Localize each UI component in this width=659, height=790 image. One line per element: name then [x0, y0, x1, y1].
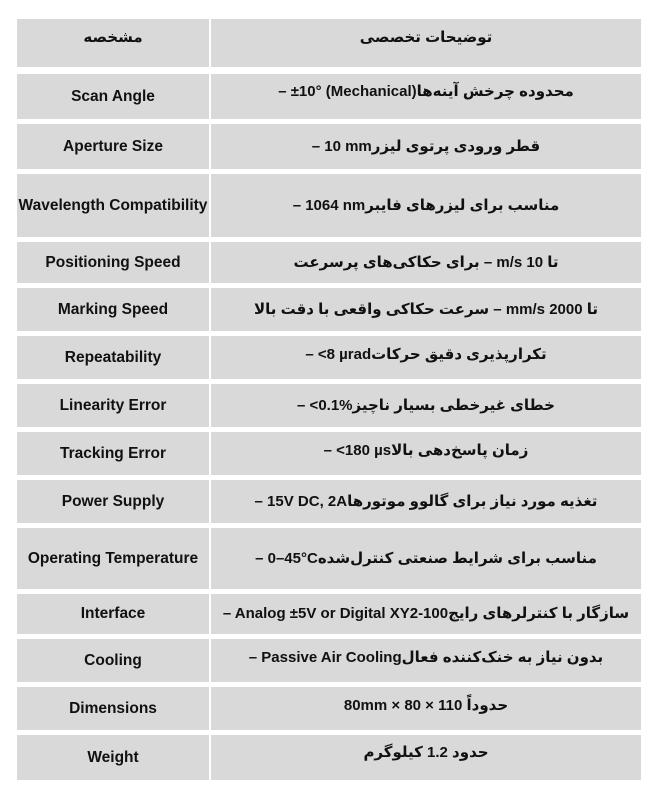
- table-row: [17, 432, 641, 475]
- row-name: Tracking Error: [60, 444, 166, 462]
- table-row: [17, 74, 641, 119]
- row-name: Repeatability: [64, 348, 162, 366]
- row-desc: – <8 µradتکرارپذیری دقیق حرکات: [209, 336, 641, 379]
- row-desc: – 15V DC, 2Aتغذیه مورد نیاز برای گالوو موتورها: [209, 480, 641, 523]
- table-row: [17, 242, 641, 283]
- row-name: Positioning Speed: [45, 253, 181, 271]
- table-header: [17, 19, 641, 67]
- header-separator: [17, 67, 641, 69]
- row-name: Aperture Size: [63, 137, 163, 155]
- row-name: Dimensions: [69, 699, 157, 717]
- row-desc: – <180 µsزمان پاسخ‌دهی بالا: [209, 432, 641, 475]
- row-desc: حدود 1.2 کیلوگرم: [209, 735, 641, 780]
- row-desc: تا 2000 mm/s – سرعت حکاکی واقعی با دقت بالا: [209, 288, 641, 331]
- row-name: Interface: [80, 605, 146, 622]
- row-desc: – Analog ±5V or Digital XY2-100سازگار با کنترلرهای رایج: [209, 594, 641, 634]
- row-name: Marking Speed: [57, 300, 169, 318]
- row-desc: – <0.1%خطای غیرخطی بسیار ناچیز: [209, 384, 641, 427]
- row-name: Cooling: [84, 651, 142, 669]
- row-name: Power Supply: [61, 492, 165, 510]
- row-name: Scan Angle: [71, 87, 155, 105]
- table-row: [17, 735, 641, 780]
- row-desc: – ±10° (Mechanical)محدوده چرخش آینه‌ها: [209, 74, 641, 119]
- table-row: [17, 174, 641, 237]
- row-name: Wavelength Compatibility: [18, 196, 208, 214]
- table-row: [17, 528, 641, 589]
- header-desc: توضیحات تخصصی: [209, 19, 641, 67]
- spec-table: [17, 19, 641, 785]
- row-name: Linearity Error: [59, 396, 167, 414]
- row-desc: – 10 mmقطر ورودی پرتوی لیزر: [209, 124, 641, 169]
- row-desc: – 0–45°Cمناسب برای شرایط صنعتی کنترل‌شده: [209, 528, 641, 589]
- table-row: [17, 384, 641, 427]
- row-desc: تا 10 m/s – برای حکاکی‌های پرسرعت: [209, 242, 641, 283]
- row-desc: – 1064 nmمناسب برای لیزرهای فایبر: [209, 174, 641, 237]
- row-name: Operating Temperature: [27, 549, 199, 567]
- row-desc: – Passive Air Coolingبدون نیاز به خنک‌کننده فعال: [209, 639, 641, 682]
- table-row: [17, 288, 641, 331]
- table-row: [17, 124, 641, 169]
- table-row: [17, 594, 641, 634]
- table-row: [17, 336, 641, 379]
- header-name: مشخصه: [83, 29, 143, 46]
- table-row: [17, 687, 641, 730]
- row-desc: حدوداً 110 × 80 × 80mm: [209, 687, 641, 730]
- table-row: [17, 480, 641, 523]
- table-row: [17, 639, 641, 682]
- row-name: Weight: [87, 748, 139, 766]
